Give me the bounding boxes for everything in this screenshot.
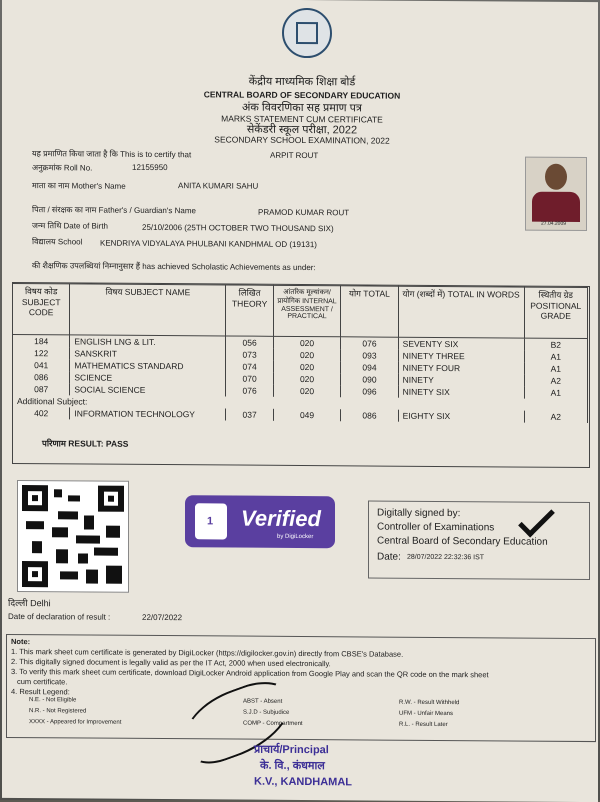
cell-words: NINETY xyxy=(398,374,524,387)
dob-value: 25/10/2006 (25TH OCTOBER TWO THOUSAND SIX) xyxy=(142,222,334,234)
cell-theory: 073 xyxy=(226,348,273,360)
legend-item: ABST - Absent xyxy=(243,698,283,705)
cell-internal: 049 xyxy=(273,409,340,421)
cell-grade: B2 xyxy=(524,338,587,351)
cell-total: 094 xyxy=(341,361,398,373)
cell-total: 096 xyxy=(341,385,398,397)
legend-item: R.W. - Result Withheld xyxy=(399,699,460,707)
cbse-logo-icon xyxy=(282,8,332,58)
cell-words: NINETY FOUR xyxy=(398,362,524,375)
digital-signature-box xyxy=(368,500,590,580)
cell-total: 076 xyxy=(341,337,398,350)
exam-hindi: सेकेंडरी स्कूल परीक्षा, 2022 xyxy=(246,123,358,137)
col-header-theory: लिखित THEORY xyxy=(226,285,273,336)
cell-internal: 020 xyxy=(273,361,340,373)
cell-grade: A1 xyxy=(524,351,587,363)
cell-name: SCIENCE xyxy=(70,371,226,384)
cell-name: INFORMATION TECHNOLOGY xyxy=(70,407,226,420)
result-text: परिणाम RESULT: PASS xyxy=(42,438,129,449)
document-icon xyxy=(195,503,227,539)
cell-name: ENGLISH LNG & LIT. xyxy=(70,335,226,349)
legend-item: XXXX - Appeared for Improvement xyxy=(29,719,122,726)
col-header-total: योग TOTAL xyxy=(341,286,398,337)
stamp-line-1: प्राचार्य/Principal xyxy=(254,743,329,757)
certify-label: यह प्रमाणित किया जाता है कि This is to certify that xyxy=(32,149,192,160)
cell-internal: 020 xyxy=(273,373,340,385)
legend-item: N.E. - Not Eligible xyxy=(29,697,77,704)
cell-internal: 020 xyxy=(273,349,340,361)
col-header-words: योग (शब्दों में) TOTAL IN WORDS xyxy=(398,286,524,338)
cell-theory: 074 xyxy=(226,360,273,372)
achievements-line: की शैक्षणिक उपलब्धियां निम्नानुसार हैं has achieved Scholastic Achievements as under: xyxy=(32,261,316,273)
note-2: 2. This digitally signed document is legally valid as per the IT Act, 2000 when used electronically. xyxy=(11,656,331,669)
photo-caption: 27.04.2009 xyxy=(541,220,567,227)
board-name-hindi: केंद्रीय माध्यमिक शिक्षा बोर्ड xyxy=(248,75,356,89)
cell-code: 122 xyxy=(13,347,70,359)
notes-title: Note: xyxy=(11,636,31,647)
father-name: PRAMOD KUMAR ROUT xyxy=(258,207,350,218)
sig-date-value: 28/07/2022 22:32:36 IST xyxy=(407,553,485,562)
legend-item: UFM - Unfair Means xyxy=(399,710,454,718)
legend-item: S.J.D - Subjudice xyxy=(243,709,290,716)
cell-code: 086 xyxy=(13,371,70,383)
mother-label: माता का नाम Mother's Name xyxy=(32,181,126,191)
legend-item: R.L. - Result Later xyxy=(399,721,448,729)
cell-words: NINETY THREE xyxy=(398,350,524,363)
photo-shirt xyxy=(532,192,580,222)
cell-grade: A2 xyxy=(524,375,587,387)
cell-code: 184 xyxy=(13,334,70,347)
stamp-line-3: K.V., KANDHAMAL xyxy=(254,775,352,789)
doc-title-english: MARKS STATEMENT CUM CERTIFICATE xyxy=(221,113,383,125)
col-header-grade: स्थितीय ग्रेड POSITIONAL GRADE xyxy=(524,287,587,338)
col-header-name: विषय SUBJECT NAME xyxy=(70,284,226,336)
sig-line-3: Central Board of Secondary Education xyxy=(377,535,548,548)
cell-grade: A2 xyxy=(524,411,587,423)
sig-date-label: Date: xyxy=(377,551,401,563)
col-header-code: विषय कोड SUBJECT CODE xyxy=(13,283,70,334)
roll-label: अनुक्रमांक Roll No. xyxy=(32,163,93,173)
exam-english: SECONDARY SCHOOL EXAMINATION, 2022 xyxy=(214,134,390,146)
note-3b: cum certificate. xyxy=(17,677,68,687)
cell-code: 041 xyxy=(13,359,70,371)
declaration-date: 22/07/2022 xyxy=(142,612,183,623)
cell-grade: A1 xyxy=(524,363,587,375)
school-value: KENDRIYA VIDYALAYA PHULBANI KANDHMAL OD (19131) xyxy=(100,238,317,250)
cell-words: EIGHTY SIX xyxy=(398,410,524,423)
student-name: ARPIT ROUT xyxy=(270,150,319,161)
cell-theory: 076 xyxy=(226,384,273,396)
roll-number: 12155950 xyxy=(132,162,168,173)
legend-item: COMP - Compartment xyxy=(243,720,303,728)
cell-internal: 020 xyxy=(273,385,340,397)
doc-title-hindi: अंक विवरणिका सह प्रमाण पत्र xyxy=(242,101,362,115)
cell-words: NINETY SIX xyxy=(398,386,524,399)
cell-name: MATHEMATICS STANDARD xyxy=(70,359,226,372)
cell-words: SEVENTY SIX xyxy=(398,337,524,350)
note-4: 4. Result Legend: xyxy=(11,686,70,697)
stamp-line-2: के. वि., कंधमाल xyxy=(260,759,325,773)
legend-item: N.R. - Not Registered xyxy=(29,708,87,715)
cell-total: 086 xyxy=(341,409,398,421)
verified-sub: by DigiLocker xyxy=(277,533,314,541)
marks-table xyxy=(12,283,588,423)
cell-name: SOCIAL SCIENCE xyxy=(70,383,226,396)
note-1: 1. This mark sheet cum certificate is generated by DigiLocker (https://digilocker.gov.in) directly from CBSE's Database. xyxy=(11,646,404,659)
cell-theory: 070 xyxy=(226,372,273,384)
mother-name: ANITA KUMARI SAHU xyxy=(178,181,259,191)
additional-subject-label: Additional Subject: xyxy=(13,395,588,411)
cell-theory: 037 xyxy=(226,408,273,420)
marksheet-document xyxy=(2,0,598,802)
verified-label: Verified xyxy=(241,505,321,532)
cell-code: 402 xyxy=(13,407,70,419)
declaration-label: Date of declaration of result : xyxy=(8,611,111,622)
col-header-internal: आंतरिक मूल्यांकन/प्रायोगिक INTERNAL ASSESSMENT / PRACTICAL xyxy=(273,285,340,336)
cell-total: 090 xyxy=(341,373,398,385)
photo-face xyxy=(545,164,567,190)
sig-line-1: Digitally signed by: xyxy=(377,507,461,520)
cell-theory: 056 xyxy=(226,336,273,349)
cell-internal: 020 xyxy=(273,336,340,349)
note-3: 3. To verify this mark sheet cum certificate, download DigiLocker Android application from Google Play and scan the QR code on the mark sheet xyxy=(11,666,489,680)
digilocker-verified-badge xyxy=(185,495,335,548)
dob-label: जन्म तिथि Date of Birth xyxy=(32,221,108,231)
school-label: विद्यालय School xyxy=(32,237,83,247)
place-text: दिल्ली Delhi xyxy=(8,597,51,609)
board-name-english: CENTRAL BOARD OF SECONDARY EDUCATION xyxy=(203,89,401,101)
cell-grade: A1 xyxy=(524,387,587,399)
notes-box xyxy=(6,634,596,742)
sig-line-2: Controller of Examinations xyxy=(377,521,495,534)
cell-code: 087 xyxy=(13,383,70,395)
qr-code-icon[interactable] xyxy=(17,480,129,593)
cell-total: 093 xyxy=(341,349,398,361)
check-icon xyxy=(518,501,555,538)
cell-name: SANSKRIT xyxy=(70,347,226,360)
father-label: पिता / संरक्षक का नाम Father's / Guardian's Name xyxy=(32,205,196,216)
